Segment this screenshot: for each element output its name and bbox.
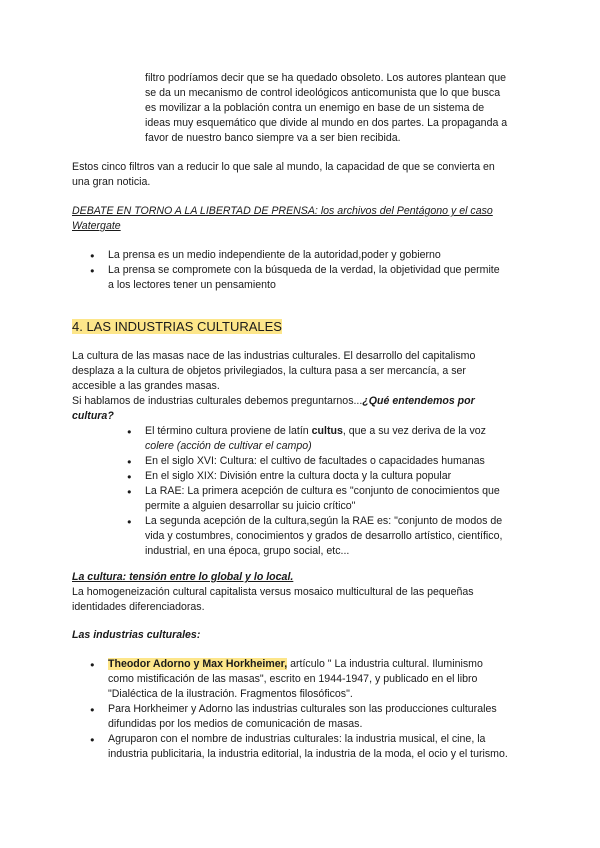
filters-paragraph [72,160,542,190]
question-line [72,394,542,409]
text-line: ● En el siglo XVI: Cultura: el cultivo de facultades o capacidades humanas [145,455,485,467]
text-line: ideas muy esquemático que divide al mundo en dos partes. La propaganda a [145,117,508,129]
text-line: ● En el siglo XIX: División entre la cultura docta y la cultura popular [145,470,452,482]
text-line: difundidas por los medios de comunicación de masas. [108,718,363,730]
section-heading-block [72,318,542,336]
bold-term: cultus [311,425,343,437]
text-line: permite a alguien desarrollar su juicio crítico" [145,500,356,512]
text-line: ● La prensa se compromete con la búsqueda de la verdad, la objetividad que permite [108,264,500,276]
debate-bullet-list [90,248,540,293]
text-line: "Dialéctica de la ilustración. Fragmentos filosóficos". [108,688,353,700]
highlighted-authors: Theodor Adorno y Max Horkheimer, [108,658,288,670]
text-line: ● Agruparon con el nombre de industrias culturales: la industria musical, el cine, la [108,733,486,745]
list-item [90,263,540,293]
text-span: artículo " La industria cultural. Iluminismo [287,658,483,670]
text-line: es movilizar a la población contra un enemigo en base de un sistema de [145,102,485,114]
text-line: identidades diferenciadoras. [72,601,205,613]
intro-paragraph [72,349,542,424]
text-line: favor de nuestro banco siempre va a ser bien recibida. [145,132,401,144]
text-span: El término cultura proviene de latín [145,425,312,437]
list-item [90,248,540,263]
continuation-paragraph [145,71,540,146]
industries-title: Las industrias culturales: [72,629,201,641]
debate-subtitle [72,204,542,234]
text-line: ● Para Horkheimer y Adorno las industrias culturales son las producciones culturales [108,703,497,715]
text-line: colere (acción de cultivar el campo) [145,440,312,452]
text-span: , que a su vez deriva de la voz [342,425,486,437]
list-item [127,469,547,484]
list-item [127,424,547,454]
text-line: a los lectores tener un pensamiento [108,279,276,291]
text-line [145,424,547,439]
question-bold: ¿Qué entendemos por [362,395,475,407]
text-line: vida y costumbres, conocimientos y grados de desarrollo artístico, científico, [145,530,503,542]
text-line: La homogeneización cultural capitalista versus mosaico multicultural de las pequeñas [72,586,474,598]
tension-title: La cultura: tensión entre lo global y lo local. [72,571,294,583]
tension-section [72,570,542,615]
text-line: industria publicitaria, la industria editorial, la industria de la moda, el ocio y el turismo. [108,748,508,760]
list-item [127,484,547,514]
list-item [90,657,550,702]
text-line: desplaza a la cultura de objetos privilegiados, la cultura pasa a ser mercancía, a ser [72,365,466,377]
text-line: ● La segunda acepción de la cultura,según la RAE es: "conjunto de modos de [145,515,503,527]
text-line [108,657,550,672]
text-line: filtro podríamos decir que se ha quedado obsoleto. Los autores plantean que [145,72,507,84]
text-line: se da un mecanismo de control ideológicos anticomunista que lo que busca [145,87,501,99]
text-line: accesible a las grandes masas. [72,380,220,392]
culture-bullet-list [127,424,547,559]
list-item [90,702,550,732]
text-line: La cultura de las masas nace de las industrias culturales. El desarrollo del capitalismo [72,350,476,362]
question-bold-continuation: cultura? [72,410,114,422]
list-item [127,514,547,559]
text-line: Estos cinco filtros van a reducir lo que sale al mundo, la capacidad de que se convierta en [72,161,495,173]
list-item [127,454,547,469]
list-item [90,732,550,762]
text-line: DEBATE EN TORNO A LA LIBERTAD DE PRENSA: los archivos del Pentágono y el caso [72,205,493,217]
text-line: Watergate [72,220,121,232]
text-line: una gran noticia. [72,176,151,188]
industries-title-block [72,628,542,643]
text-line: ● La RAE: La primera acepción de cultura es "conjunto de conocimientos que [145,485,500,497]
text-line: industrial, en una época, grupo social, etc... [145,545,350,557]
industries-bullet-list [90,657,550,762]
text-line: ● La prensa es un medio independiente de la autoridad,poder y gobierno [108,249,441,261]
question-prefix: Si hablamos de industrias culturales debemos preguntarnos... [72,395,363,407]
text-line: como mistificación de las masas", escrito en 1944-1947, y publicado en el libro [108,673,478,685]
section-heading: 4. LAS INDUSTRIAS CULTURALES [72,319,282,334]
